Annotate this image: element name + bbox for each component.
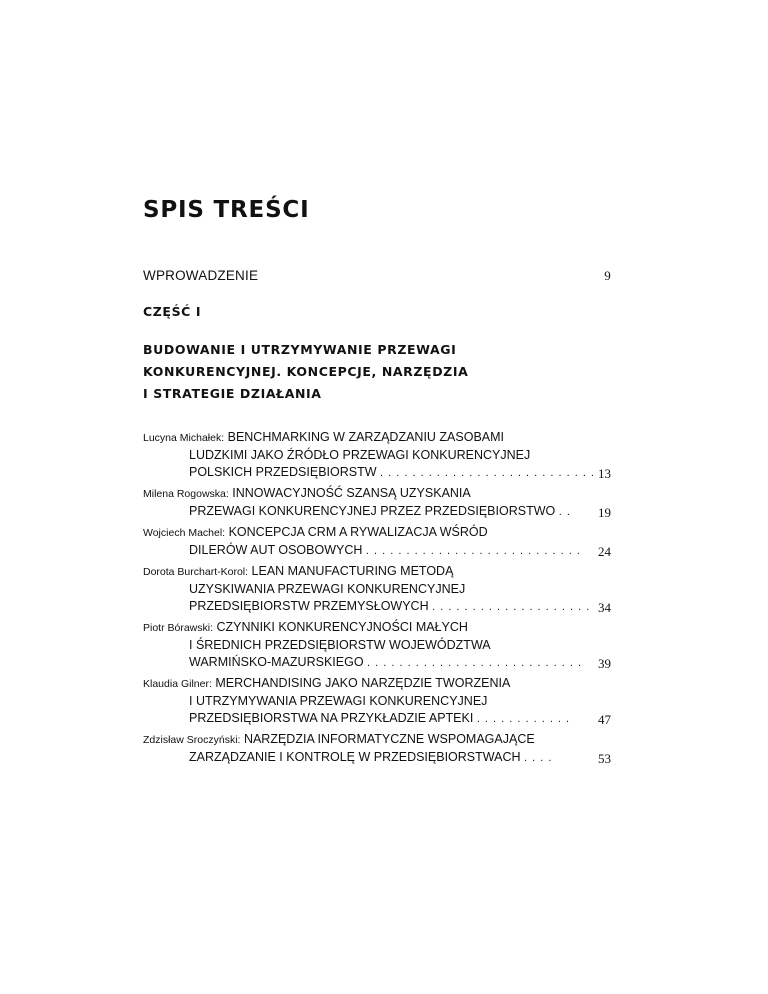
part-title-line: I STRATEGIE DZIAŁANIA — [143, 386, 322, 401]
toc-title-line: PRZEWAGI KONKURENCYJNEJ PRZEZ PRZEDSIĘBIORSTWO — [189, 504, 556, 518]
toc-author: Piotr Bórawski: — [143, 622, 214, 634]
part-title-line: BUDOWANIE I UTRZYMYWANIE PRZEWAGI — [143, 342, 457, 357]
toc-page-number: 34 — [598, 600, 611, 615]
toc-title-line: I ŚREDNICH PRZEDSIĘBIORSTW WOJEWÓDZTWA — [189, 638, 491, 652]
toc-title-line: NARZĘDZIA INFORMATYCZNE WSPOMAGAJĄCE — [243, 732, 535, 746]
toc-entry-line — [143, 710, 615, 728]
toc-author: Klaudia Gilner: — [143, 678, 212, 690]
toc-title-line: I UTRZYMYWANIA PRZEWAGI KONKURENCYJNEJ — [189, 694, 488, 708]
toc-author: Dorota Burchart-Korol: — [143, 566, 249, 578]
toc-entry-line — [143, 637, 615, 654]
toc-entry-line — [143, 654, 615, 672]
toc-dot-leader: . . . . — [524, 752, 553, 764]
toc-dot-leader: . . — [558, 506, 571, 518]
toc-entry[interactable] — [143, 485, 611, 521]
toc-title-line: LUDZKIMI JAKO ŹRÓDŁO PRZEWAGI KONKURENCYJNEJ — [189, 448, 531, 462]
toc-author: Zdzisław Sroczyński: — [143, 734, 241, 746]
toc-page-number: 19 — [598, 505, 611, 520]
toc-entry[interactable] — [143, 619, 611, 672]
toc-title-line: ZARZĄDZANIE I KONTROLĘ W PRZEDSIĘBIORSTWACH — [189, 750, 521, 764]
intro-label: WPROWADZENIE — [143, 268, 259, 283]
toc-entry-line — [143, 464, 615, 482]
toc-title-line: MERCHANDISING JAKO NARZĘDZIE TWORZENIA — [215, 676, 511, 690]
toc-dot-leader: . . . . . . . . . . . . . . . . . . . . — [432, 601, 591, 613]
toc-dot-leader: . . . . . . . . . . . . . . . . . . . . . . . . . . . — [365, 545, 581, 557]
toc-page-number: 13 — [598, 466, 611, 481]
toc-entry-line — [143, 675, 569, 693]
toc-entry[interactable] — [143, 731, 611, 767]
toc-entry[interactable] — [143, 429, 611, 482]
toc-intro-entry[interactable] — [143, 268, 611, 283]
toc-entry-line — [143, 598, 615, 616]
toc-entry-line — [143, 563, 569, 581]
toc-entry-line — [143, 581, 615, 598]
toc-title-line: INNOWACYJNOŚĆ SZANSĄ UZYSKANIA — [232, 486, 471, 500]
toc-dot-leader: . . . . . . . . . . . . — [476, 713, 571, 725]
toc-dot-leader: . . . . . . . . . . . . . . . . . . . . . . . . . . . — [367, 657, 583, 669]
toc-page-number: 39 — [598, 656, 611, 671]
toc-entry-line — [143, 503, 615, 521]
toc-dot-leader: . . . . . . . . . . . . . . . . . . . . . . . . . . . — [380, 467, 595, 479]
toc-title-line: PRZEDSIĘBIORSTW PRZEMYSŁOWYCH — [189, 599, 429, 613]
toc-title-line: UZYSKIWANIA PRZEWAGI KONKURENCYJNEJ — [189, 582, 466, 596]
toc-title-line: LEAN MANUFACTURING METODĄ — [251, 564, 454, 578]
toc-title-line: WARMIŃSKO-MAZURSKIEGO — [189, 655, 364, 669]
toc-entry[interactable] — [143, 563, 611, 616]
intro-page-number: 9 — [604, 268, 611, 283]
toc-title-line: CZYNNIKI KONKURENCYJNOŚCI MAŁYCH — [216, 620, 468, 634]
toc-author: Lucyna Michałek: — [143, 432, 225, 444]
toc-title-line: KONCEPCJA CRM A RYWALIZACJA WŚRÓD — [228, 525, 488, 539]
toc-title-line: BENCHMARKING W ZARZĄDZANIU ZASOBAMI — [227, 430, 505, 444]
toc-entry[interactable] — [143, 675, 611, 728]
part-label: CZĘŚĆ I — [143, 304, 202, 319]
page-title: SPIS TREŚCI — [143, 197, 310, 223]
toc-page-number: 24 — [598, 544, 611, 559]
toc-list — [143, 429, 611, 770]
part-title — [143, 339, 583, 405]
toc-title-line: DILERÓW AUT OSOBOWYCH — [189, 543, 363, 557]
part-title-line: KONKURENCYJNEJ. KONCEPCJE, NARZĘDZIA — [143, 364, 469, 379]
toc-title-line: POLSKICH PRZEDSIĘBIORSTW — [189, 465, 377, 479]
toc-entry-line — [143, 731, 569, 749]
toc-entry-line — [143, 524, 569, 542]
toc-entry-line — [143, 693, 615, 710]
toc-entry-line — [143, 542, 615, 560]
toc-author: Milena Rogowska: — [143, 488, 229, 500]
toc-entry[interactable] — [143, 524, 611, 560]
toc-page-number: 47 — [598, 712, 611, 727]
toc-entry-line — [143, 619, 569, 637]
toc-entry-line — [143, 447, 615, 464]
toc-entry-line — [143, 749, 615, 767]
toc-entry-line — [143, 429, 569, 447]
toc-title-line: PRZEDSIĘBIORSTWA NA PRZYKŁADZIE APTEKI — [189, 711, 474, 725]
toc-entry-line — [143, 485, 569, 503]
toc-author: Wojciech Machel: — [143, 527, 226, 539]
toc-page-number: 53 — [598, 751, 611, 766]
